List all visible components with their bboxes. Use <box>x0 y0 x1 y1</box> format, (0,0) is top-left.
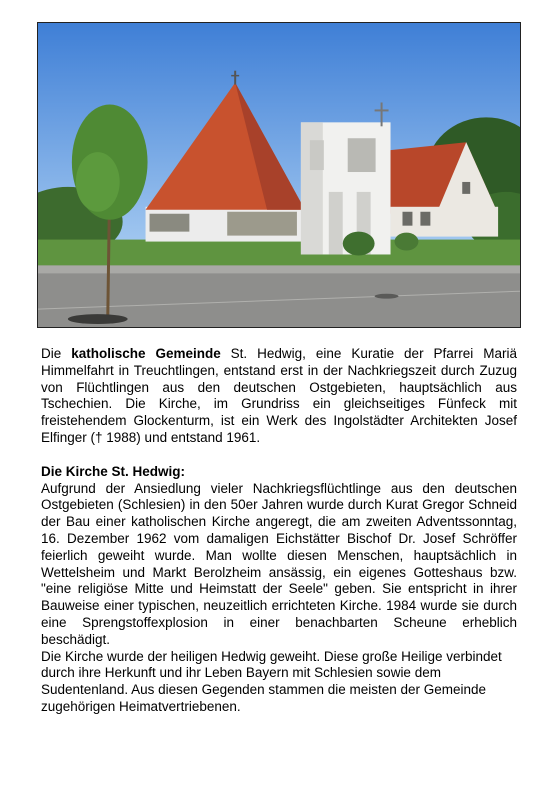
church-illustration <box>38 23 520 327</box>
section-heading: Die Kirche St. Hedwig: <box>41 463 186 479</box>
section-paragraph-1: Aufgrund der Ansiedlung vieler Nachkriegsflüchtlinge aus den deutschen Ostgebieten (Schlesien) in den 50er Jahren wurde durch Kurat Gregor Schneid der Bau einer katholischen Kirche angeregt, die am zweiten Adventssonntag, 16. Dezember 1962 vom damaligen Eichstätter Bischof Dr. Josef Schröffer feierlich geweiht wurde. Man wollte diesen Menschen, hauptsächlich in Wettelsheim und Markt Berolzheim ansässig, ein eigenes Gotteshaus bzw. "eine religiöse Mitte und Heimstatt der Seele" geben. Sie entspricht in ihrer Bauweise einer typischen, neuzeitlich errichteten Kirche. 1984 wurde sie durch eine Sprengstoffexplosion in einer benachbarten Scheune erheblich beschädigt. <box>41 480 517 647</box>
intro-post: St. Hedwig, eine Kuratie der Pfarrei Mariä Himmelfahrt in Treuchtlingen, entstand erst in der Nachkriegszeit durch Zuzug von Flüchtlingen aus den deutschen Ostgebieten, hauptsächlich aus Tschechien. Die Kirche, im Grundriss ein gleichseitiges Fünfeck mit freistehendem Glockenturm, ist ein Werk des Ingolstädter Architekten Josef Elfinger († 1988) und entstand 1961. <box>41 346 517 445</box>
intro-pre: Die <box>41 346 72 361</box>
section-paragraph-2: Die Kirche wurde der heiligen Hedwig geweiht. Diese große Heilige verbindet durch ihre Herkunft und ihr Leben Bayern mit Schlesien sowie dem Sudentenland. Aus diesen Gegenden stammen die meisten der Gemeinde zugehörigen Heimatvertriebenen. <box>41 648 502 714</box>
intro-bold: katholische Gemeinde <box>71 346 221 361</box>
intro-paragraph <box>41 346 517 447</box>
article-text <box>41 346 517 716</box>
church-photo <box>37 22 521 328</box>
